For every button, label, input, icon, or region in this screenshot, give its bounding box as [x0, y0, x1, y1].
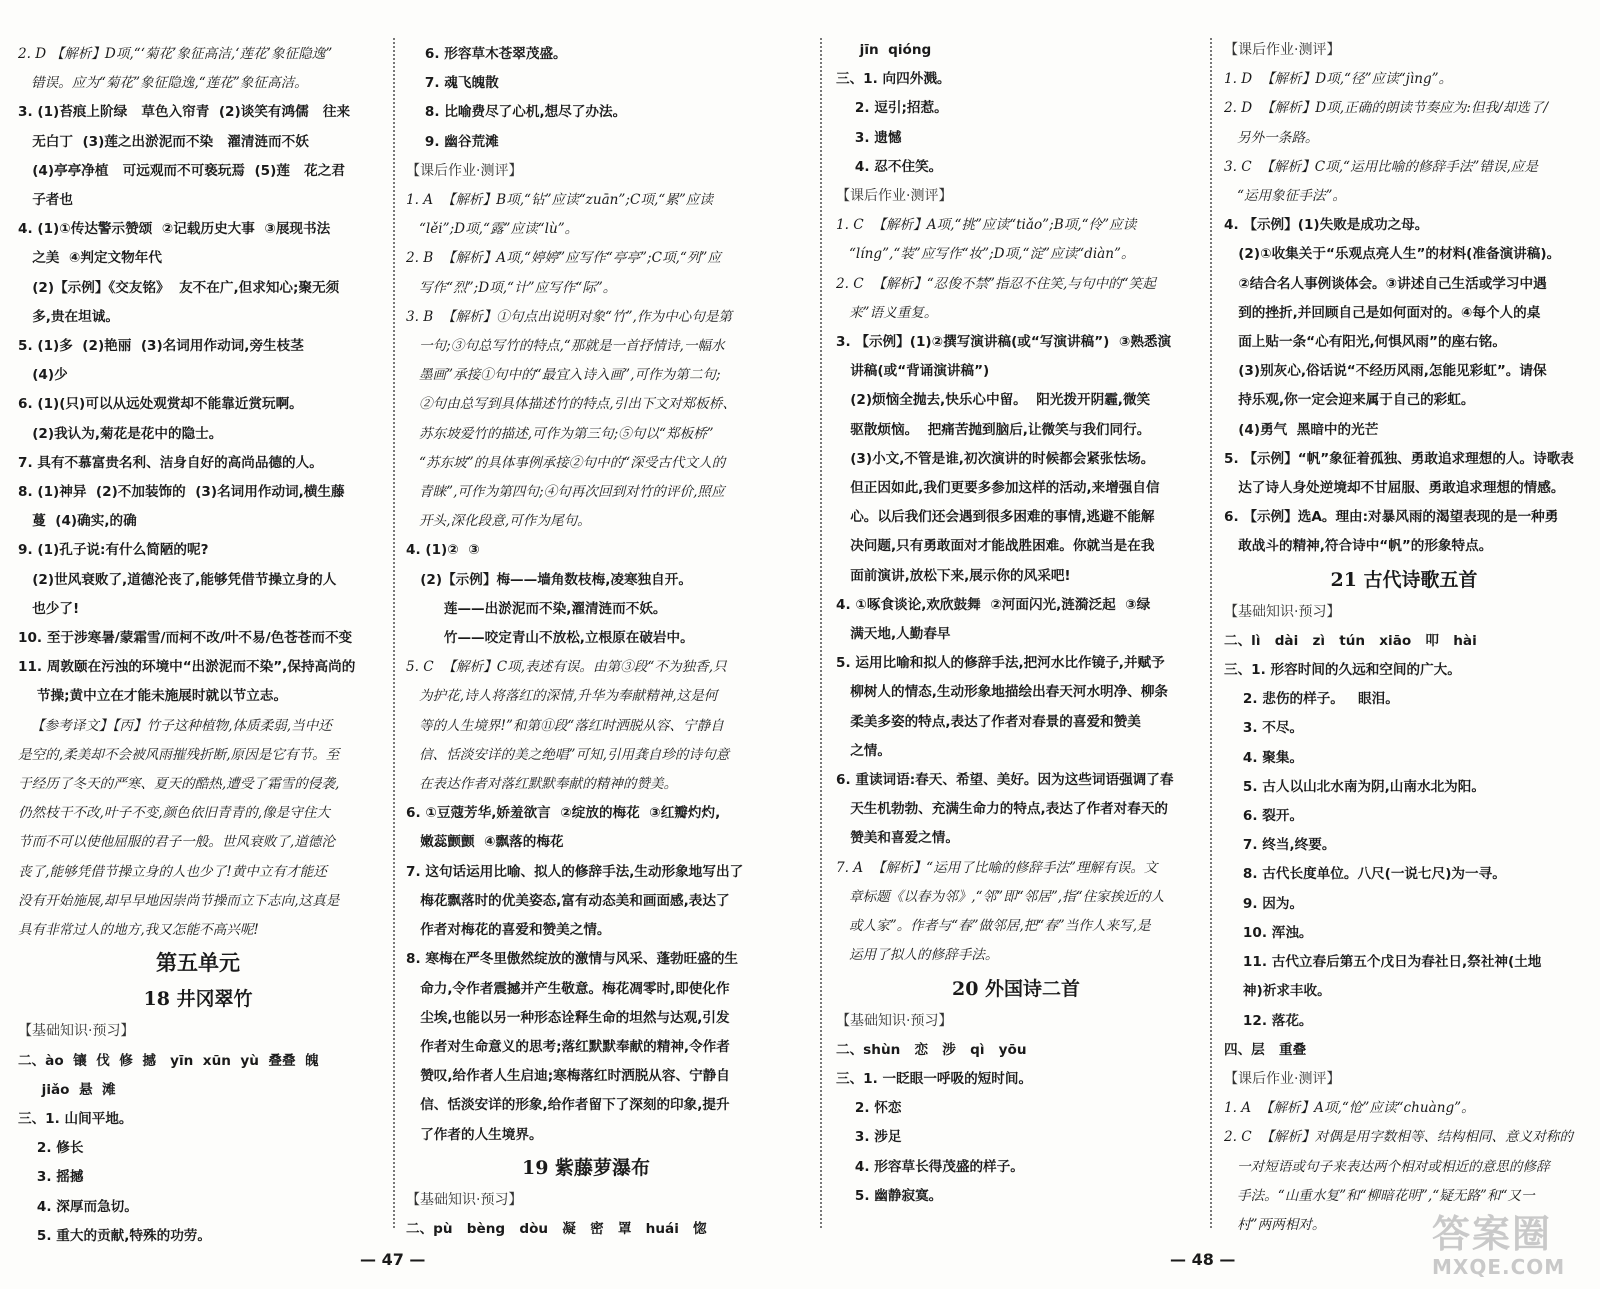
column-2 — [406, 40, 766, 1235]
answer-line: (2)【示例】梅——墙角数枝梅,凌寒独自开。 — [406, 571, 692, 588]
column-divider — [1210, 38, 1212, 1228]
explanation-line: 开头,深化段意,可作为尾句。 — [406, 513, 591, 530]
answer-line: 4. 【示例】(1)失败是成功之母。 — [1224, 217, 1429, 234]
answer-line: 赞叹,给作者人生启迪;寒梅落红时洒脱从容、宁静自 — [406, 1068, 730, 1085]
answer-line: 6. 【示例】选A。理由:对暴风雨的渴望表现的是一种勇 — [1224, 509, 1559, 526]
answer-line: 2. 修长 — [18, 1140, 84, 1157]
section-label: 【课后作业·测评】 — [1224, 1070, 1341, 1087]
answer-line: 6. (1)(只)可以从远处观赏却不能靠近赏玩啊。 — [18, 396, 303, 413]
answer-line: 12. 落花。 — [1224, 1012, 1313, 1029]
column-1 — [18, 40, 378, 1244]
answer-line: 莲——出淤泥而不染,濯清涟而不妖。 — [406, 600, 667, 617]
answer-line: 柔美多姿的特点,表达了作者对春景的喜爱和赞美 — [836, 713, 1141, 730]
column-3 — [836, 36, 1196, 1231]
explanation-line: 2. C 【解析】“忍俊不禁”指忍不住笑,与句中的“笑起 — [836, 275, 1156, 292]
answer-line: (2)烦恼全抛去,快乐心中留。 阳光拨开阴霾,微笑 — [836, 392, 1151, 409]
section-label: 【基础知识·预习】 — [1224, 603, 1341, 620]
answer-line: 嫩蕊颤颤 ④飘落的梅花 — [406, 834, 564, 851]
explanation-line: 2. B 【解析】A项,“婷婷”应写作“亭亭”;C项,“列”应 — [406, 250, 721, 267]
column-divider — [393, 38, 395, 1228]
answer-line: (4)亭亭净植 可远观而不可亵玩焉 (5)莲 花之君 — [18, 162, 345, 179]
answer-line: 驱散烦恼。 把痛苦抛到脑后,让微笑与我们同行。 — [836, 421, 1151, 438]
explanation-line: 3. B 【解析】①句点出说明对象“竹”,作为中心句是第 — [406, 308, 733, 325]
answer-line: 7. 魂飞魄散 — [406, 75, 499, 92]
answer-line: 面前演讲,放松下来,展示你的风采吧! — [836, 567, 1071, 584]
explanation-line: “lěi”;D项,“露”应读“lù”。 — [406, 221, 579, 238]
answer-line: 讲稿(或“背诵演讲稿”) — [836, 363, 990, 380]
answer-line: 4. 忍不住笑。 — [836, 158, 943, 175]
explanation-line: “líng”,“装”应写作“妆”;D项,“淀”应读“diàn”。 — [836, 246, 1135, 263]
explanation-line: 村”两两相对。 — [1224, 1216, 1326, 1233]
explanation-line: 一对短语或句子来表达两个相对或相近的意思的修辞 — [1224, 1158, 1550, 1175]
explanation-line: 2. C 【解析】对偶是用字数相等、结构相同、意义对称的 — [1224, 1129, 1573, 1146]
explanation-line: 没有开始施展,却早早地因崇尚节操而立下志向,这真是 — [18, 892, 340, 909]
answer-line: 节操;黄中立在才能未施展时就以节立志。 — [18, 688, 288, 705]
answer-line: 4. 形容草长得茂盛的样子。 — [836, 1158, 1024, 1175]
explanation-line: 来”语义重复。 — [836, 304, 938, 321]
answer-line: 6. ①豆蔻芳华,娇羞欲言 ②绽放的梅花 ③红瓣灼灼, — [406, 805, 721, 822]
answer-line: (4)勇气 黑暗中的光芒 — [1224, 421, 1379, 438]
explanation-line: 手法。“山重水复”和“柳暗花明”,“疑无路”和“又一 — [1224, 1187, 1535, 1204]
answer-line: (2)【示例】《交友铭》 友不在广,但求知心;聚无须 — [18, 279, 340, 296]
answer-line: 11. 古代立春后第五个戊日为春社日,祭社神(土地 — [1224, 954, 1542, 971]
answer-line: 天生机勃勃、充满生命力的特点,表达了作者对春天的 — [836, 801, 1169, 818]
answer-line: (2)世风衰败了,道德沦丧了,能够凭借节操立身的人 — [18, 571, 337, 588]
answer-line: (4)少 — [18, 367, 68, 384]
answer-line: 二、shùn 恋 涉 qì yōu — [836, 1041, 1027, 1058]
answer-line: 满天地,人勤春早 — [836, 626, 951, 643]
answer-line: 敢战斗的精神,符合诗中“帆”的形象特点。 — [1224, 538, 1493, 555]
column-4 — [1224, 36, 1584, 1231]
answer-line: 2. 怀恋 — [836, 1100, 902, 1117]
answer-line: 心。以后我们还会遇到很多困难的事情,逃避不能解 — [836, 509, 1155, 526]
explanation-line: 1. D 【解析】D项,“径”应读“jìng”。 — [1224, 71, 1453, 88]
explanation-line: 一句;③句总写竹的特点,“那就是一首抒情诗,一幅水 — [406, 338, 725, 355]
answer-line: 三、1. 向四外溅。 — [836, 71, 951, 88]
answer-line: 7. 具有不慕富贵名利、洁身自好的高尚品德的人。 — [18, 454, 323, 471]
answer-line: 梅花飘落时的优美姿态,富有动态美和画面感,表达了 — [406, 892, 730, 909]
explanation-line: “苏东坡”的具体事例承接②句中的“深受古代文人的 — [406, 454, 726, 471]
answer-line: 7. 这句话运用比喻、拟人的修辞手法,生动形象地写出了 — [406, 863, 744, 880]
watermark-text: 答案圈 — [1432, 1212, 1553, 1256]
answer-line: 无白丁 (3)莲之出淤泥而不染 濯清涟而不妖 — [18, 133, 309, 150]
answer-line: 到的挫折,并回顾自己是如何面对的。④每个人的桌 — [1224, 304, 1541, 321]
answer-line: 9. 因为。 — [1224, 895, 1304, 912]
answer-line: 达了诗人身处逆境却不甘屈服、勇敢追求理想的情感。 — [1224, 480, 1565, 497]
explanation-line: 于经历了冬天的严寒、夏天的酷热,遭受了霜雪的侵袭, — [18, 776, 340, 793]
explanation-line: “运用象征手法”。 — [1224, 188, 1347, 205]
answer-line: 信、恬淡安详的形象,给作者留下了深刻的印象,提升 — [406, 1097, 730, 1114]
answer-line: 3. 【示例】(1)②撰写演讲稿(或“写演讲稿”) ③熟悉演 — [836, 334, 1172, 351]
answer-line: 神)祈求丰收。 — [1224, 983, 1331, 1000]
explanation-line: 节而不可以使他屈服的君子一般。世风衰败了,道德沦 — [18, 834, 335, 851]
answer-line: 赞美和喜爱之情。 — [836, 830, 959, 847]
lesson-title: 18 井冈翠竹 — [143, 988, 253, 1011]
answer-line: 7. 终当,终要。 — [1224, 837, 1336, 854]
explanation-line: 1. A 【解析】B项,“钻”应读“zuān”;C项,“累”应读 — [406, 192, 713, 209]
answer-line: 5. 运用比喻和拟人的修辞手法,把河水比作镜子,并赋予 — [836, 655, 1165, 672]
answer-line: 4. 深厚而急切。 — [18, 1198, 138, 1215]
explanation-line: 丧了,能够凭借节操立身的人也少了!黄中立有才能还 — [18, 863, 327, 880]
answer-line: 5. (1)多 (2)艳丽 (3)名词用作动词,旁生枝茎 — [18, 338, 304, 355]
explanation-line: 另外一条路。 — [1224, 129, 1319, 146]
answer-line: (3)小文,不管是谁,初次演讲的时候都会紧张怯场。 — [836, 450, 1155, 467]
answer-line: 三、1. 山间平地。 — [18, 1110, 133, 1127]
section-label: 【基础知识·预习】 — [18, 1023, 135, 1040]
answer-line: 三、1. 一眨眼一呼吸的短时间。 — [836, 1070, 1033, 1087]
answer-line: 5. 古人以山北水南为阴,山南水北为阳。 — [1224, 778, 1485, 795]
answer-line: 3. 不尽。 — [1224, 720, 1304, 737]
explanation-line: 或人家”。作者与“春”做邻居,把“春”当作人来写,是 — [836, 918, 1151, 935]
answer-line: 5. 幽静寂寞。 — [836, 1187, 943, 1204]
explanation-line: 7. A 【解析】“运用了比喻的修辞手法”理解有误。文 — [836, 859, 1158, 876]
explanation-line: 等的人生境界!”和第⑪段“落红时洒脱从容、宁静自 — [406, 717, 724, 734]
answer-line: 之情。 — [836, 742, 891, 759]
explanation-line: 1. A 【解析】A项,“怆”应读“chuàng”。 — [1224, 1100, 1475, 1117]
answer-line: ②结合名人事例谈体会。③讲述自己生活或学习中遇 — [1224, 275, 1547, 292]
answer-line: 8. 古代长度单位。八尺(一说七尺)为一寻。 — [1224, 866, 1506, 883]
answer-line: 6. 重读词语:春天、希望、美好。因为这些词语强调了春 — [836, 772, 1174, 789]
answer-line: 面上贴一条“心有阳光,何惧风雨”的座右铭。 — [1224, 334, 1506, 351]
answer-line: 三、1. 形容时间的久远和空间的广大。 — [1224, 662, 1461, 679]
explanation-line: 5. C 【解析】C项,表述有误。由第③段“不为独香,只 — [406, 659, 727, 676]
lesson-title: 19 紫藤萝瀑布 — [521, 1156, 651, 1179]
answer-line: jīn qióng — [836, 42, 932, 58]
answer-line: 10. 浑浊。 — [1224, 924, 1313, 941]
answer-line: 二、ào 镶 伐 修 撼 yīn xūn yù 叠叠 魄 — [18, 1052, 319, 1069]
lesson-title: 21 古代诗歌五首 — [1330, 568, 1478, 591]
answer-line: 柳树人的情态,生动形象地描绘出春天河水明净、柳条 — [836, 684, 1169, 701]
answer-line: 3. 涉足 — [836, 1129, 902, 1146]
answer-line: 作者对生命意义的思考;落红默默奉献的精神,令作者 — [406, 1038, 730, 1055]
explanation-line: 仍然枝干不改,叶子不变,颜色依旧青青的,像是守住大 — [18, 805, 331, 822]
explanation-line: 墨画”承接①句中的“最宜入诗入画”,可作为第二句; — [406, 367, 721, 384]
explanation-line: 具有非常过人的地方,我又怎能不高兴呢! — [18, 922, 259, 939]
unit-heading: 第五单元 — [156, 950, 240, 976]
answer-line: 竹——咬定青山不放松,立根原在破岩中。 — [406, 630, 694, 647]
answer-line: 2. 悲伤的样子。 眼泪。 — [1224, 691, 1399, 708]
answer-line: 9. 幽谷荒滩 — [406, 133, 499, 150]
answer-line: 8. (1)神异 (2)不加装饰的 (3)名词用作动词,横生藤 — [18, 484, 345, 501]
answer-line: 4. (1)② ③ — [406, 542, 480, 559]
answer-line: 持乐观,你一定会迎来属于自己的彩虹。 — [1224, 392, 1475, 409]
explanation-line: 为护花,诗人将落红的深情,升华为奉献精神,这是何 — [406, 688, 718, 705]
section-label: 【课后作业·测评】 — [1224, 42, 1341, 58]
section-label: 【课后作业·测评】 — [406, 162, 523, 179]
answer-line: 了作者的人生境界。 — [406, 1126, 543, 1143]
answer-line: 4. 聚集。 — [1224, 749, 1304, 766]
answer-line: jiǎo 悬 滩 — [18, 1081, 116, 1098]
answer-line: 3. 摇撼 — [18, 1169, 84, 1186]
answer-line: 4. ①啄食谈论,欢欣鼓舞 ②河面闪光,涟漪泛起 ③绿 — [836, 596, 1151, 613]
answer-line: 5. 重大的贡献,特殊的功劳。 — [18, 1227, 211, 1244]
answer-line: 子者也 — [18, 192, 73, 209]
section-label: 【基础知识·预习】 — [406, 1191, 523, 1208]
answer-line: 命力,令作者震撼并产生敬意。梅花凋零时,即使化作 — [406, 980, 730, 997]
explanation-line: 写作“烈”;D项,“计”应写作“际”。 — [406, 279, 617, 296]
explanation-line: ②句由总写到具体描述竹的特点,引出下文对郑板桥、 — [406, 396, 736, 413]
answer-line: 2. 逗引;招惹。 — [836, 100, 948, 117]
explanation-line: 青睐”,可作为第四句;④句再次回到对竹的评价,照应 — [406, 484, 725, 501]
explanation-line: 3. C 【解析】C项,“运用比喻的修辞手法”错误,应是 — [1224, 158, 1538, 175]
answer-line: 多,贵在坦诚。 — [18, 308, 119, 325]
answer-line: 四、层 重叠 — [1224, 1041, 1307, 1058]
answer-line: 6. 裂开。 — [1224, 808, 1304, 825]
answer-line: 二、lì dài zì tún xiāo 叩 hài — [1224, 632, 1477, 649]
answer-line: 11. 周敦颐在污浊的环境中“出淤泥而不染”,保持高尚的 — [18, 659, 356, 676]
watermark-url: MXQE.COM — [1432, 1255, 1566, 1279]
explanation-line: 2. D 【解析】D项,正确的朗读节奏应为:但我/却选了/ — [1224, 100, 1549, 117]
answer-line: 6. 形容草木苍翠茂盛。 — [406, 46, 567, 62]
answer-line: 5. 【示例】“帆”象征着孤独、勇敢追求理想的人。诗歌表 — [1224, 450, 1574, 467]
lesson-title: 20 外国诗二首 — [951, 977, 1081, 1000]
explanation-line: 【参考译文】【丙】竹子这种植物,体质柔弱,当中还 — [18, 717, 332, 734]
answer-line: 决问题,只有勇敢面对才能战胜困难。你就当是在我 — [836, 538, 1155, 555]
explanation-line: 错误。应为“菊花”象征隐逸,“莲花”象征高洁。 — [18, 75, 308, 92]
explanation-line: 在表达作者对落红默默奉献的精神的赞美。 — [406, 776, 678, 793]
explanation-line: 2. D 【解析】D项,“‘菊花’象征高洁,‘莲花’象征隐逸” — [18, 46, 333, 62]
page-number-right: — 48 — — [1170, 1250, 1236, 1269]
answer-line: 作者对梅花的喜爱和赞美之情。 — [406, 922, 611, 939]
answer-line: 3. 遗憾 — [836, 129, 902, 146]
answer-line: 9. (1)孔子说:有什么简陋的呢? — [18, 542, 209, 559]
answer-line: 8. 比喻费尽了心机,想尽了办法。 — [406, 104, 627, 121]
explanation-line: 1. C 【解析】A项,“挑”应读“tiǎo”;B项,“伶”应读 — [836, 217, 1137, 234]
answer-line: 10. 至于涉寒暑/蒙霜雪/而柯不改/叶不易/色苍苍而不变 — [18, 630, 353, 647]
explanation-line: 苏东坡爱竹的描述,可作为第三句;⑤句以“郑板桥” — [406, 425, 714, 442]
answer-line: 之美 ④判定文物年代 — [18, 250, 162, 267]
answer-line: 但正因如此,我们更要多参加这样的活动,来增强自信 — [836, 480, 1160, 497]
explanation-line: 运用了拟人的修辞手法。 — [836, 947, 999, 964]
answer-line: (3)别灰心,俗话说“不经历风雨,怎能见彩虹”。请保 — [1224, 363, 1547, 380]
answer-line: 二、pù bèng dòu 凝 密 罩 huái 惚 — [406, 1220, 707, 1237]
answer-line: 蔓 (4)确实,的确 — [18, 513, 137, 530]
explanation-line: 是空的,柔美却不会被风雨摧残折断,原因是它有节。至 — [18, 746, 340, 763]
page-number-left: — 47 — — [360, 1250, 426, 1269]
section-label: 【基础知识·预习】 — [836, 1012, 953, 1029]
answer-line: 也少了! — [18, 600, 80, 617]
explanation-line: 章标题《以春为邻》,“邻”即“邻居”,指“住家挨近的人 — [836, 888, 1165, 905]
watermark-logo — [1432, 1212, 1592, 1284]
answer-line: 尘埃,也能以另一种形态诠释生命的坦然与达观,引发 — [406, 1009, 730, 1026]
answer-line: 3. (1)苔痕上阶绿 草色入帘青 (2)谈笑有鸿儒 往来 — [18, 104, 351, 121]
answer-line: (2)我认为,菊花是花中的隐士。 — [18, 425, 223, 442]
explanation-line: 信、恬淡安详的美之绝唱”可知,引用龚自珍的诗句意 — [406, 746, 730, 763]
answer-line: (2)①收集关于“乐观点亮人生”的材料(准备演讲稿)。 — [1224, 246, 1561, 263]
answer-line: 8. 寒梅在严冬里傲然绽放的激情与风采、蓬勃旺盛的生 — [406, 951, 739, 968]
section-label: 【课后作业·测评】 — [836, 188, 953, 205]
page-divider — [820, 38, 822, 1228]
answer-line: 4. (1)①传达警示赞颂 ②记载历史大事 ③展现书法 — [18, 221, 331, 238]
